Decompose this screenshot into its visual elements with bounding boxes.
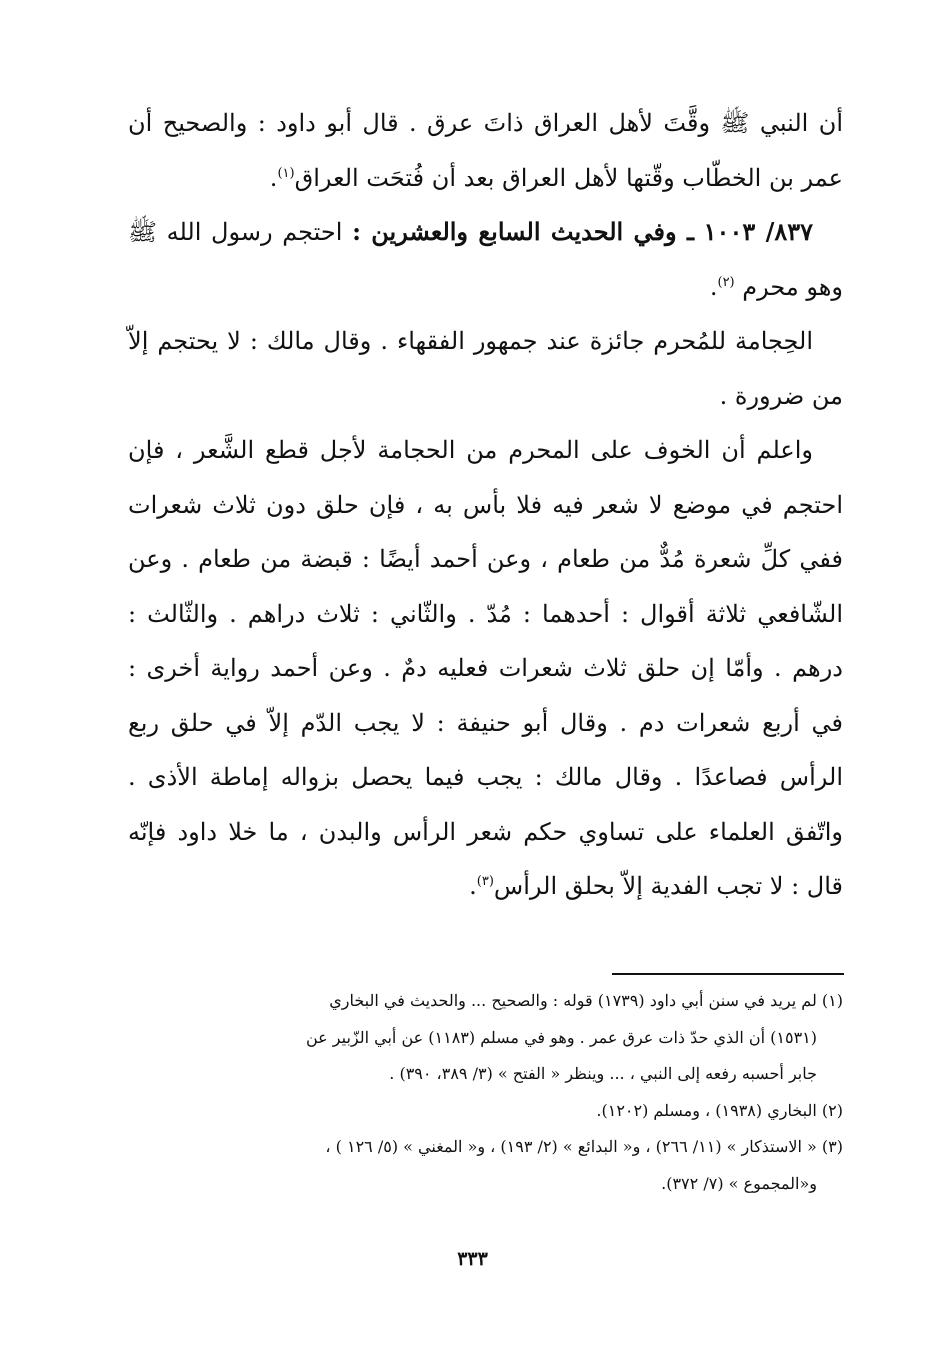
footnote-1-line-1: (١) لم يريد في سنن أبي داود (١٧٣٩) قوله : والصحيح ... والحديث في البخاري <box>329 991 843 1010</box>
hadith-heading: ٨٣٧/ ١٠٠٣ ـ وفي الحديث السابع والعشرين : احتجم رسول الله ﷺ وهو محرم $^{(٢)}$. <box>128 217 843 301</box>
paragraph-hair: واعلم أن الخوف على المحرم من الحجامة لأجل قطع الشَّعر ، فإن احتجم في موضع لا شعر فيه فلا بأس به ، فإن حلق دون ثلاث شعرات ففي كلِّ شعرة مُدٌّ من طعام ، وعن أحمد أيضًا : قبضة من طعام . وعن الشّافعي ثلاثة أقوال : أحدهما : مُدّ . والثّاني : ثلاث دراهم . والثّالث : درهم . وأمّا إن حلق ثلاث شعرات فعليه دمٌ . وعن أحمد رواية أخرى : في أربع شعرات دم . وقال أبو حنيفة : لا يجب الدّم إلاّ في حلق ربع الرأس فصاعدًا . وقال مالك : يجب فيما يحصل بزواله إماطة الأذى . واتّفق العلماء على تساوي حكم شعر الرأس والبدن ، ما خلا داود فإنّه قال : لا تجب الفدية إلاّ بحلق الرأس$^{(٣)}$. <box>128 436 843 900</box>
footnote-ref-1: (١) <box>277 165 295 181</box>
main-text <box>128 96 843 914</box>
footnote-ref-2: (٢) <box>717 274 735 290</box>
footnote-1-line-2: (١٥٣١) أن الذي حدّ ذات عرق عمر . وهو في مسلم (١١٨٣) عن أبي الزّبير عن <box>305 1027 817 1047</box>
hadith-text: احتجم رسول الله ﷺ وهو محرم <box>128 218 843 301</box>
footnote-divider <box>612 973 844 975</box>
footnote-3-line-1: (٣) « الاستذكار » (١١/ ٢٦٦) ، و« البدائع » (٢/ ١٩٣) ، و« المغني » (٥/ ١٢٦ ) ، <box>325 1137 843 1156</box>
footnote-ref-3: (٣) <box>476 874 494 889</box>
paragraph-hijama: الحِجامة للمُحرم جائزة عند جمهور الفقهاء . وقال مالك : لا يحتجم إلاّ من ضرورة . <box>128 327 843 410</box>
paragraph-miqat-text: أن النبي ﷺ وقَّتَ لأهل العراق ذاتَ عرق . قال أبو داود : والصحيح أن عمر بن الخطّاب وقّتها لأهل العراق بعد أن فُتحَت العراق <box>128 109 843 192</box>
paragraph-miqat: أن النبي ﷺ وقَّتَ لأهل العراق ذاتَ عرق . قال أبو داود : والصحيح أن عمر بن الخطّاب وقّتها لأهل العراق بعد أن فُتحَت العراق$^{(١)}$. <box>128 109 843 192</box>
page-number: ٣٣٣ <box>457 1248 488 1270</box>
paragraph-hair-text: واعلم أن الخوف على المحرم من الحجامة لأجل قطع الشَّعر ، فإن احتجم في موضع لا شعر فيه فلا بأس به ، فإن حلق دون ثلاث شعرات ففي كلِّ شعرة مُدٌّ من طعام ، وعن أحمد أيضًا : قبضة من طعام . وعن الشّافعي ثلاثة أقوال : أحدهما : مُدّ . والثّاني : ثلاث دراهم . والثّالث : درهم . وأمّا إن حلق ثلاث شعرات فعليه دمٌ . وعن أحمد رواية أخرى : في أربع شعرات دم . وقال أبو حنيفة : لا يجب الدّم إلاّ في حلق ربع الرأس فصاعدًا . وقال مالك : يجب فيما يحصل بزواله إماطة الأذى . واتّفق العلماء على تساوي حكم شعر الرأس والبدن ، ما خلا داود فإنّه قال : لا تجب الفدية إلاّ بحلق الرأس <box>128 436 843 900</box>
footnote-3-line-2: و«المجموع » (٧/ ٣٧٢). <box>661 1173 817 1193</box>
hadith-number: ٨٣٧/ ١٠٠٣ <box>703 217 814 246</box>
hadith-title: ـ وفي الحديث السابع والعشرين : <box>352 217 695 246</box>
footnote-2: (٢) البخاري (١٩٣٨) ، ومسلم (١٢٠٢). <box>596 1100 843 1120</box>
footnote-1-line-3: جابر أحسبه رفعه إلى النبي ، ... وينظر « الفتح » (٣/ ٣٨٩، ٣٩٠) . <box>389 1064 817 1083</box>
footnotes <box>128 983 843 1202</box>
